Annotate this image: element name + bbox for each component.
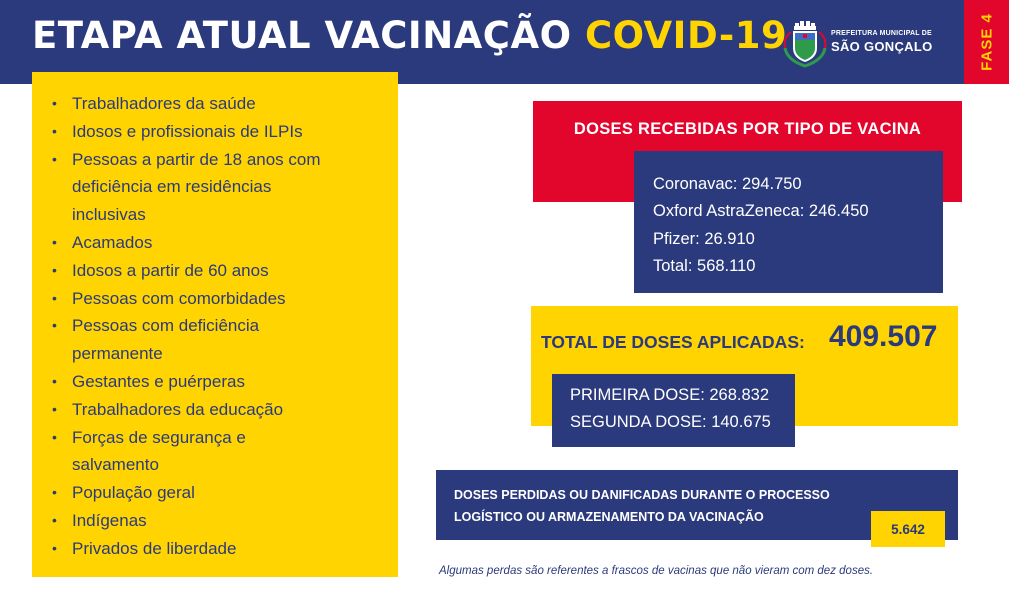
group-item: • População geral: [50, 479, 390, 507]
doses-received-title: DOSES RECEBIDAS POR TIPO DE VACINA: [573, 120, 922, 138]
title-main: ETAPA ATUAL VACINAÇÃO: [32, 14, 572, 57]
org-name-big: SÃO GONÇALO: [831, 39, 933, 54]
city-crest-icon: [783, 20, 827, 68]
group-item: • Pessoas com comorbidades: [50, 285, 390, 313]
group-item: • Pessoas a partir de 18 anos com: [50, 146, 390, 174]
doses-applied-label: TOTAL DE DOSES APLICADAS:: [541, 332, 805, 352]
lost-doses-value: 5.642: [871, 511, 945, 547]
coronavac-doses: Coronavac: 294.750: [653, 175, 802, 193]
doses-received-panel: [634, 151, 943, 293]
doses-applied-value: 409.507: [829, 320, 938, 353]
fase-label: FASE 4: [978, 13, 995, 71]
org-name-small: PREFEITURA MUNICIPAL DE: [831, 30, 932, 37]
pfizer-doses: Pfizer: 26.910: [653, 230, 755, 248]
group-item-continuation: salvamento: [72, 455, 159, 475]
group-item-continuation: inclusivas: [72, 205, 146, 225]
title-highlight: COVID-19: [584, 14, 788, 57]
prefeitura-logo: [783, 20, 943, 70]
group-item: • Privados de liberdade: [50, 535, 390, 563]
group-item: • Indígenas: [50, 507, 390, 535]
group-item-continuation: permanente: [72, 344, 163, 364]
footnote: Algumas perdas são referentes a frascos de vacinas que não vieram com dez doses.: [439, 565, 874, 577]
group-item: • Trabalhadores da saúde: [50, 90, 390, 118]
group-item: • Trabalhadores da educação: [50, 396, 390, 424]
group-item: • Pessoas com deficiência: [50, 312, 390, 340]
group-item: • Gestantes e puérperas: [50, 368, 390, 396]
lost-doses-line-1: DOSES PERDIDAS OU DANIFICADAS DURANTE O PROCESSO: [454, 488, 830, 502]
fase-badge: [964, 0, 1009, 84]
group-item: • Acamados: [50, 229, 390, 257]
group-item: • Idosos a partir de 60 anos: [50, 257, 390, 285]
astrazeneca-doses: Oxford AstraZeneca: 246.450: [653, 202, 869, 220]
page-title: [32, 14, 787, 57]
lost-doses-line-2: LOGÍSTICO OU ARMAZENAMENTO DA VACINAÇÃO: [454, 510, 764, 524]
first-dose-count: PRIMEIRA DOSE: 268.832: [570, 386, 770, 404]
priority-groups-panel: [32, 72, 398, 577]
second-dose-count: SEGUNDA DOSE: 140.675: [570, 413, 771, 431]
total-received-doses: Total: 568.110: [653, 257, 756, 275]
group-item-continuation: deficiência em residências: [72, 177, 272, 197]
group-item: • Forças de segurança e: [50, 424, 390, 452]
org-name: [831, 30, 933, 53]
lost-doses-description: [454, 484, 874, 528]
group-item: • Idosos e profissionais de ILPIs: [50, 118, 390, 146]
priority-groups-list: [50, 90, 390, 563]
dose-split-panel: [552, 374, 795, 447]
